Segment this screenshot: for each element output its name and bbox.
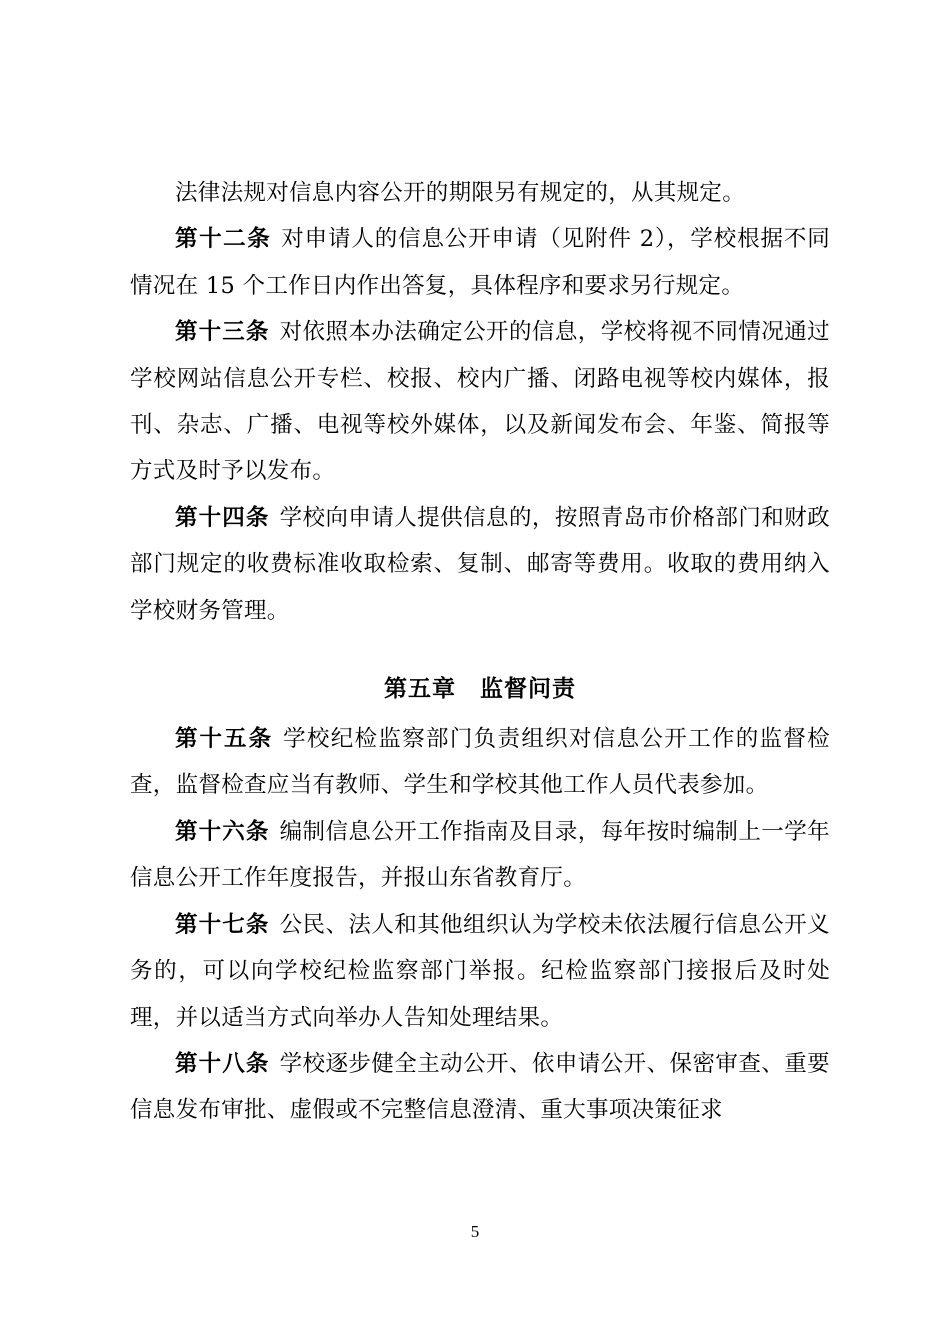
article-number: 第十五条 xyxy=(175,726,274,753)
paragraph-continuation xyxy=(130,170,830,216)
article-number: 第十二条 xyxy=(175,226,272,253)
article-16 xyxy=(130,809,830,902)
article-text: 学校向申请人提供信息的，按照青岛市价格部门和财政部门规定的收费标准收取检索、复制、邮寄等费用。收取的费用纳入学校财务管理。 xyxy=(130,504,830,624)
article-15 xyxy=(130,716,830,809)
article-number: 第十四条 xyxy=(175,504,270,531)
article-18 xyxy=(130,1041,830,1134)
chapter-number: 第五章 xyxy=(384,676,456,703)
article-number: 第十三条 xyxy=(175,319,270,346)
paragraph-text: 法律法规对信息内容公开的期限另有规定的，从其规定。 xyxy=(175,180,746,206)
page-number: 5 xyxy=(470,1222,480,1241)
chapter-title: 监督问责 xyxy=(480,676,576,703)
article-number: 第十八条 xyxy=(175,1050,270,1077)
article-number: 第十七条 xyxy=(175,911,270,938)
article-14 xyxy=(130,495,830,634)
article-17 xyxy=(130,902,830,1041)
article-text: 公民、法人和其他组织认为学校未依法履行信息公开义务的，可以向学校纪检监察部门举报。纪检监察部门接报后及时处理，并以适当方式向举办人告知处理结果。 xyxy=(130,911,830,1031)
article-text: 学校纪检监察部门负责组织对信息公开工作的监督检查，监督检查应当有教师、学生和学校其他工作人员代表参加。 xyxy=(130,726,830,799)
article-12 xyxy=(130,216,830,309)
article-text: 对申请人的信息公开申请（见附件 2），学校根据不同情况在 15 个工作日内作出答复，具体程序和要求另行规定。 xyxy=(130,226,830,299)
document-body xyxy=(130,170,830,1134)
article-text: 对依照本办法确定公开的信息，学校将视不同情况通过学校网站信息公开专栏、校报、校内广播、闭路电视等校内媒体，报刊、杂志、广播、电视等校外媒体，以及新闻发布会、年鉴、简报等方式及时予以发布。 xyxy=(130,319,830,485)
chapter-heading xyxy=(130,666,830,712)
article-13 xyxy=(130,309,830,495)
article-text: 学校逐步健全主动公开、依申请公开、保密审查、重要信息发布审批、虚假或不完整信息澄清、重大事项决策征求 xyxy=(130,1050,830,1124)
article-number: 第十六条 xyxy=(175,818,270,845)
article-text: 编制信息公开工作指南及目录，每年按时编制上一学年信息公开工作年度报告，并报山东省教育厅。 xyxy=(130,818,830,892)
